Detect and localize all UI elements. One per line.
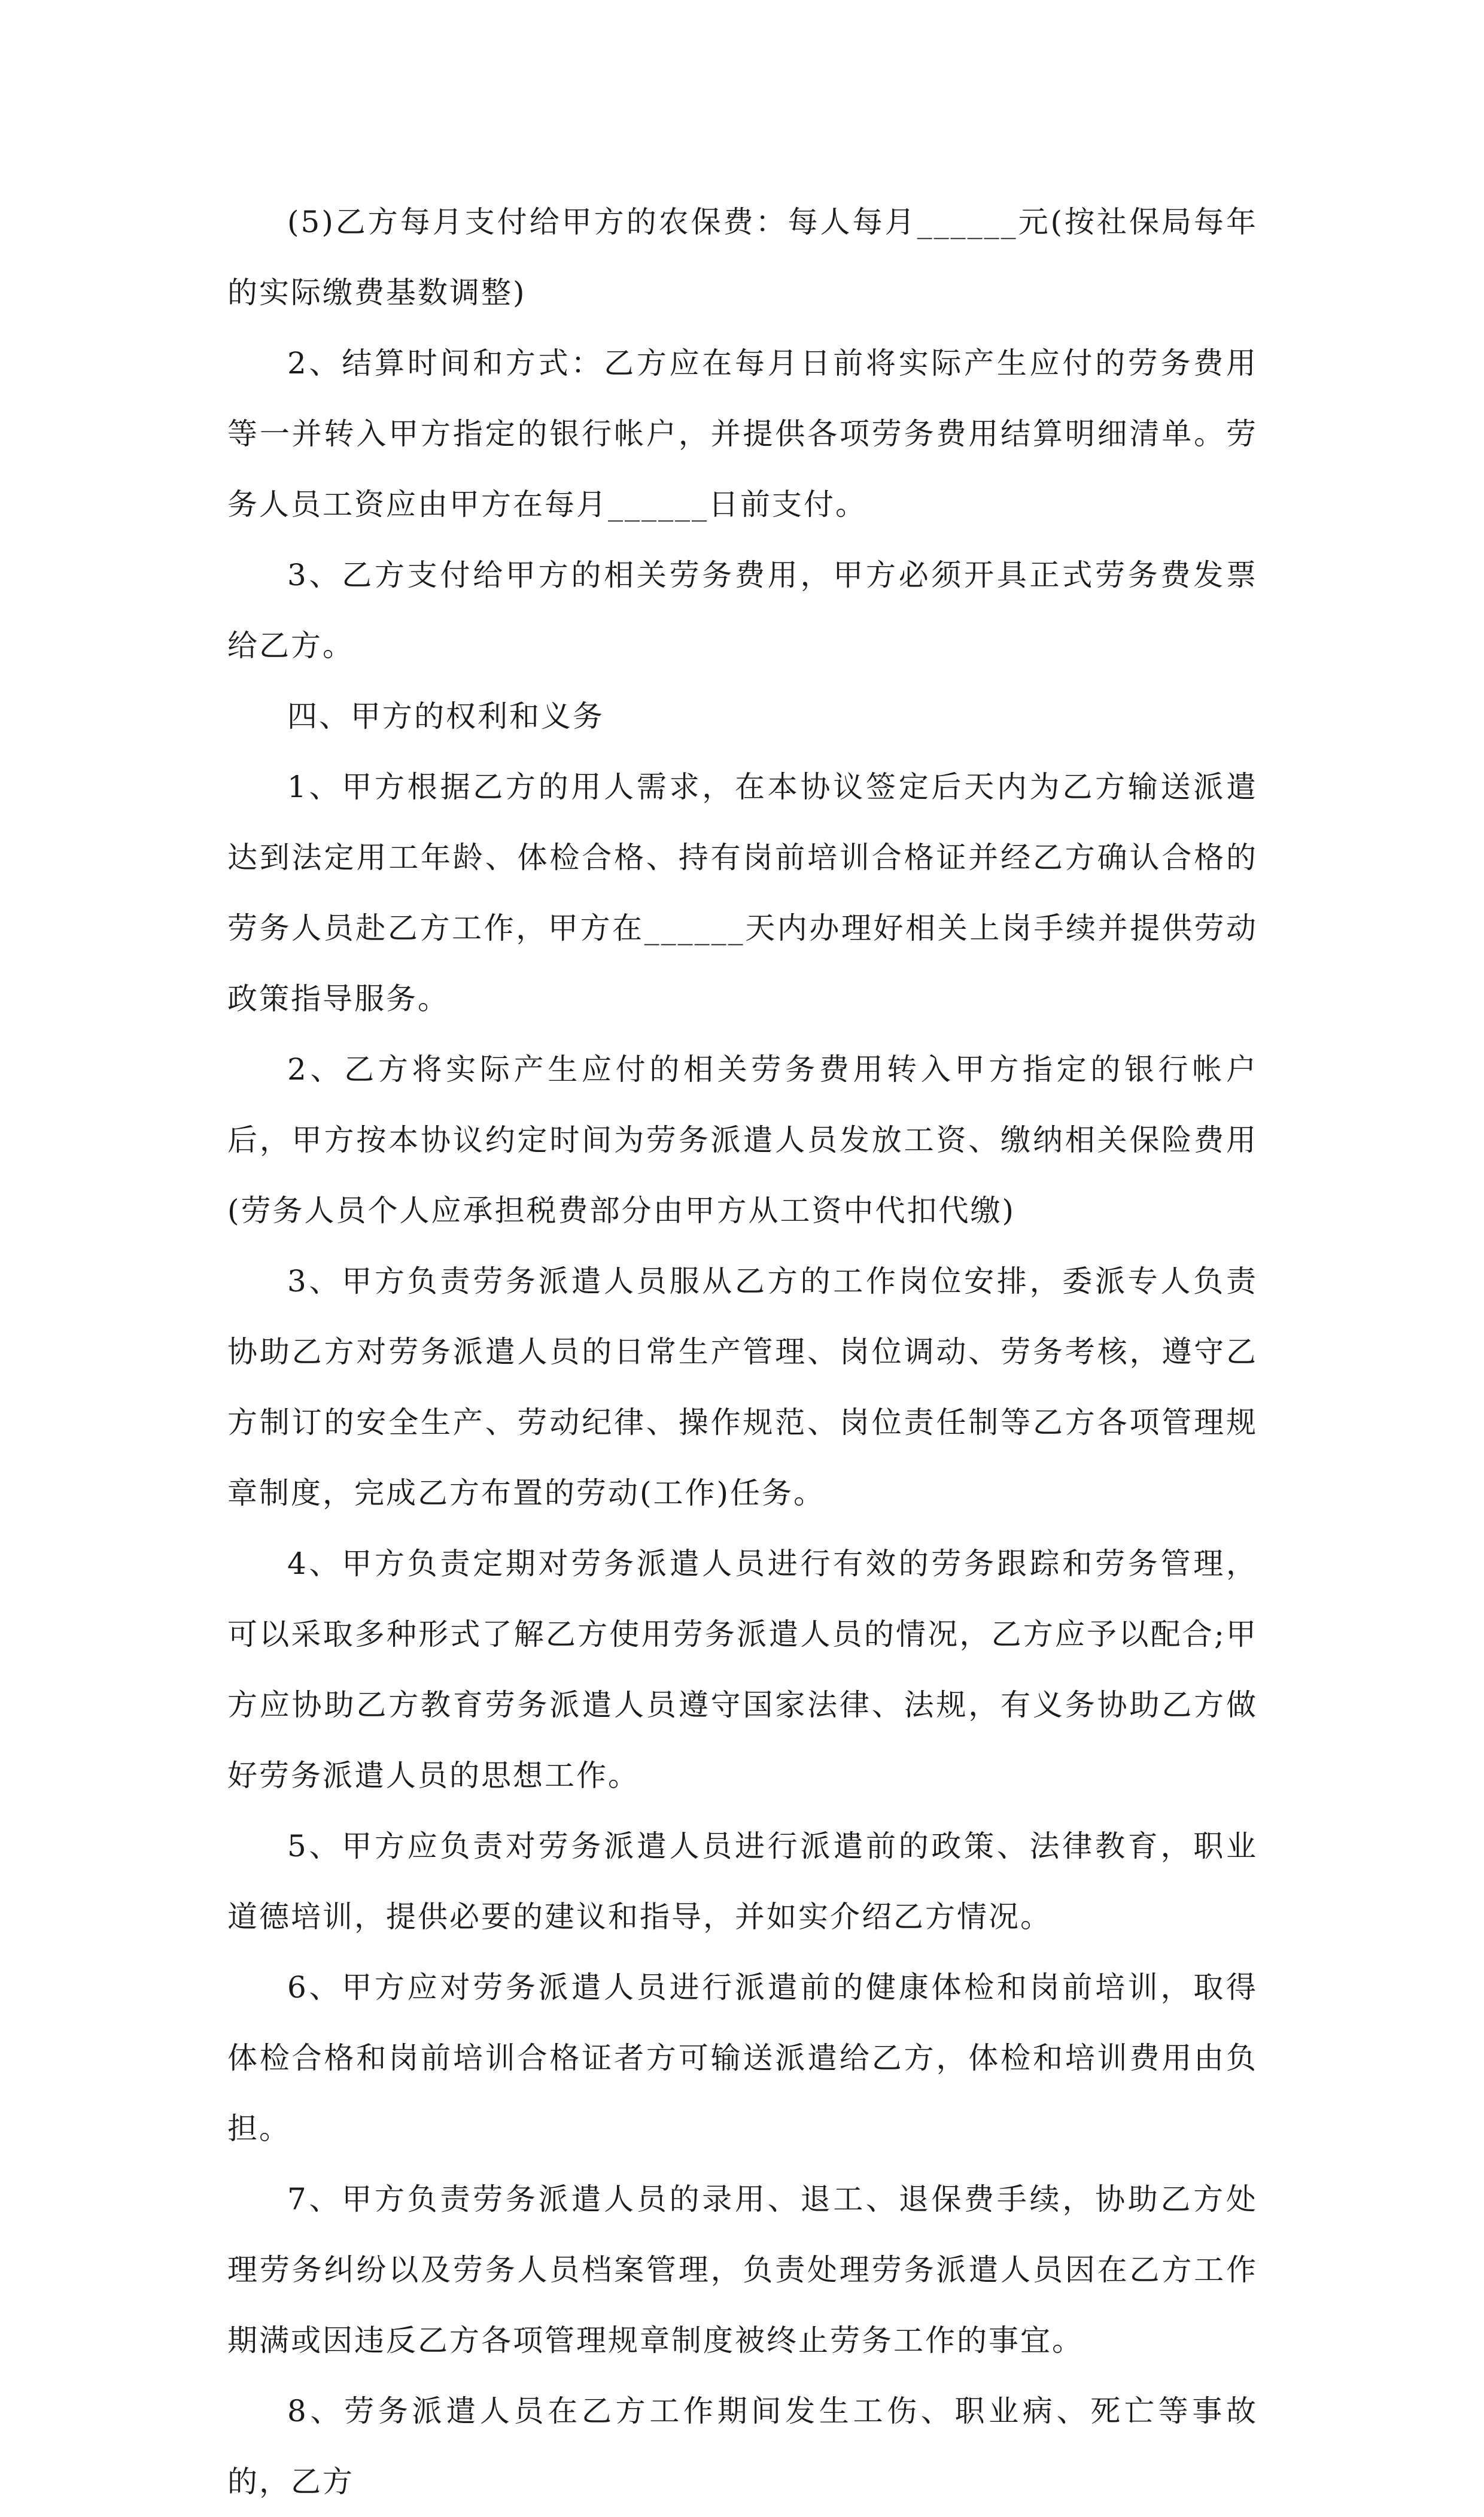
paragraph-a-6: 6、甲方应对劳务派遣人员进行派遣前的健康体检和岗前培训，取得体检合格和岗前培训合格证者方可输送派遣给乙方，体检和培训费用由负担。 — [227, 1970, 1258, 2146]
paragraph-settlement: 2、结算时间和方式：乙方应在每月日前将实际产生应付的劳务费用等一并转入甲方指定的银行帐户，并提供各项劳务费用结算明细清单。劳务人员工资应由甲方在每月______日前支付。 — [227, 346, 1258, 522]
paragraph-a-4: 4、甲方负责定期对劳务派遣人员进行有效的劳务跟踪和劳务管理，可以采取多种形式了解乙方使用劳务派遣人员的情况，乙方应予以配合;甲方应协助乙方教育劳务派遣人员遵守国家法律、法规，有义务协助乙方做好劳务派遣人员的思想工作。 — [227, 1546, 1258, 1793]
section-heading-party-a-rights: 四、甲方的权利和义务 — [287, 699, 604, 734]
paragraph-a-8: 8、劳务派遣人员在乙方工作期间发生工伤、职业病、死亡等事故的，乙方 — [227, 2394, 1258, 2499]
paragraph-a-2: 2、乙方将实际产生应付的相关劳务费用转入甲方指定的银行帐户后，甲方按本协议约定时间为劳务派遣人员发放工资、缴纳相关保险费用(劳务人员个人应承担税费部分由甲方从工资中代扣代缴) — [227, 1052, 1258, 1228]
paragraph-fee-5: (5)乙方每月支付给甲方的农保费：每人每月______元(按社保局每年的实际缴费基数调整) — [227, 205, 1258, 310]
paragraph-a-3: 3、甲方负责劳务派遣人员服从乙方的工作岗位安排，委派专人负责协助乙方对劳务派遣人员的日常生产管理、岗位调动、劳务考核，遵守乙方制订的安全生产、劳动纪律、操作规范、岗位责任制等乙方各项管理规章制度，完成乙方布置的劳动(工作)任务。 — [227, 1264, 1258, 1510]
paragraph-a-5: 5、甲方应负责对劳务派遣人员进行派遣前的政策、法律教育，职业道德培训，提供必要的建议和指导，并如实介绍乙方情况。 — [227, 1829, 1258, 1934]
paragraph-invoice: 3、乙方支付给甲方的相关劳务费用，甲方必须开具正式劳务费发票给乙方。 — [227, 558, 1258, 663]
paragraph-a-7: 7、甲方负责劳务派遣人员的录用、退工、退保费手续，协助乙方处理劳务纠纷以及劳务人员档案管理，负责处理劳务派遣人员因在乙方工作期满或因违反乙方各项管理规章制度被终止劳务工作的事宜。 — [227, 2182, 1258, 2358]
paragraph-a-1: 1、甲方根据乙方的用人需求，在本协议签定后天内为乙方输送派遣达到法定用工年龄、体检合格、持有岗前培训合格证并经乙方确认合格的劳务人员赴乙方工作，甲方在______天内办理好相关上岗手续并提供劳动政策指导服务。 — [227, 770, 1258, 1016]
document-body — [227, 187, 1258, 2517]
